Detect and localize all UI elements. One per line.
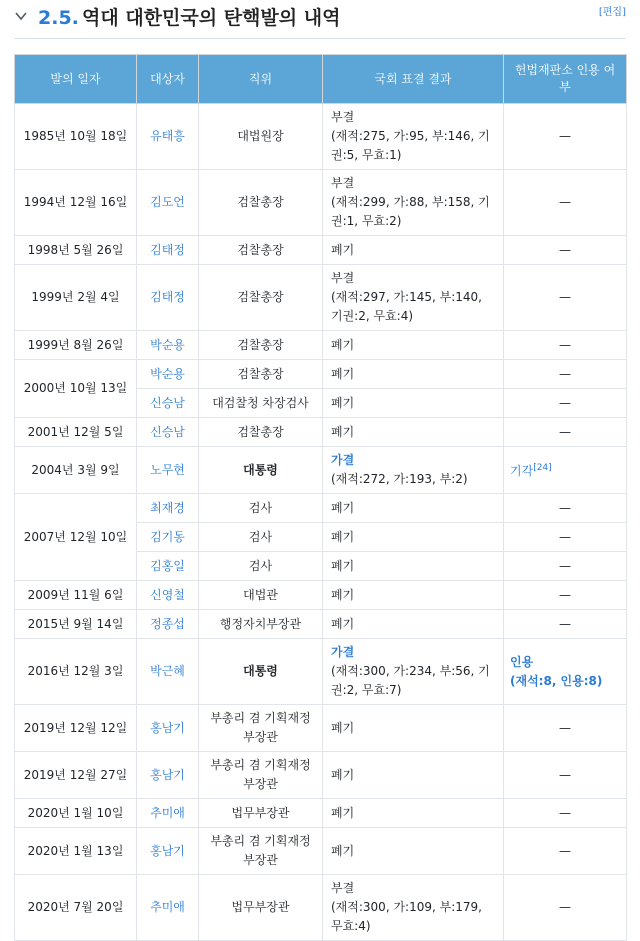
table-row xyxy=(15,104,627,170)
table-header-row xyxy=(15,55,627,104)
cell-date: 2019년 12월 27일 xyxy=(15,752,137,799)
table-row xyxy=(15,705,627,752)
header-position: 직위 xyxy=(199,55,323,104)
cell-target-link[interactable]: 추미애 xyxy=(137,875,199,941)
cell-target-link[interactable]: 최재경 xyxy=(137,494,199,523)
section-number: 2.5. xyxy=(38,7,79,29)
table-row xyxy=(15,331,627,360)
cell-date: 2009년 11월 6일 xyxy=(15,581,137,610)
table-row xyxy=(15,752,627,799)
cell-position: 검찰총장 xyxy=(199,418,323,447)
cell-target-link[interactable]: 신승남 xyxy=(137,389,199,418)
cell-date: 2016년 12월 3일 xyxy=(15,639,137,705)
result-detail: (재적:300, 가:234, 부:56, 기권:2, 무효:7) xyxy=(331,664,490,697)
result-text[interactable]: 가결 xyxy=(331,645,355,659)
cell-date: 1999년 8월 26일 xyxy=(15,331,137,360)
header-date: 발의 일자 xyxy=(15,55,137,104)
cell-result xyxy=(323,639,504,705)
section-divider xyxy=(14,38,626,39)
cell-date: 2019년 12월 12일 xyxy=(15,705,137,752)
cell-position: 대법원장 xyxy=(199,104,323,170)
table-row xyxy=(15,828,627,875)
cell-date: 1998년 5월 26일 xyxy=(15,236,137,265)
cell-position: 부총리 겸 기획재정부장관 xyxy=(199,828,323,875)
table-row xyxy=(15,610,627,639)
table-row xyxy=(15,170,627,236)
result-detail: (재적:275, 가:95, 부:146, 기권:5, 무효:1) xyxy=(331,129,490,162)
cell-result: 폐기 xyxy=(323,799,504,828)
table-row xyxy=(15,236,627,265)
header-vote-result: 국회 표결 결과 xyxy=(323,55,504,104)
cell-position: 부총리 겸 기획재정부장관 xyxy=(199,752,323,799)
cell-target-link[interactable]: 노무현 xyxy=(137,447,199,494)
cell-position: 검찰총장 xyxy=(199,331,323,360)
cell-date: 1994년 12월 16일 xyxy=(15,170,137,236)
ruling-detail: (재석:8, 인용:8) xyxy=(510,673,603,688)
section-header xyxy=(0,0,640,40)
result-text[interactable]: 가결 xyxy=(331,453,355,467)
cell-result: 폐기 xyxy=(323,389,504,418)
cell-ruling: — xyxy=(504,389,627,418)
result-text: 부결 xyxy=(331,881,355,895)
chevron-down-icon[interactable] xyxy=(14,9,30,25)
cell-result: 폐기 xyxy=(323,418,504,447)
cell-ruling: — xyxy=(504,799,627,828)
cell-target-link[interactable]: 홍남기 xyxy=(137,705,199,752)
cell-date: 2020년 1월 13일 xyxy=(15,828,137,875)
cell-position: 검찰총장 xyxy=(199,360,323,389)
cell-ruling xyxy=(504,447,627,494)
table-row xyxy=(15,799,627,828)
result-detail: (재적:299, 가:88, 부:158, 기권:1, 무효:2) xyxy=(331,195,490,228)
table-row xyxy=(15,581,627,610)
cell-target-link[interactable]: 박순용 xyxy=(137,360,199,389)
cell-result xyxy=(323,170,504,236)
table-row xyxy=(15,360,627,389)
cell-result xyxy=(323,447,504,494)
cell-date: 1999년 2월 4일 xyxy=(15,265,137,331)
cell-position: 부총리 겸 기획재정부장관 xyxy=(199,705,323,752)
cell-position: 행정자치부장관 xyxy=(199,610,323,639)
cell-position: 법무부장관 xyxy=(199,875,323,941)
table-row xyxy=(15,875,627,941)
cell-ruling: — xyxy=(504,265,627,331)
impeachment-table xyxy=(14,54,627,941)
table-row xyxy=(15,418,627,447)
cell-result: 폐기 xyxy=(323,236,504,265)
cell-result: 폐기 xyxy=(323,705,504,752)
cell-result: 폐기 xyxy=(323,581,504,610)
cell-target-link[interactable]: 홍남기 xyxy=(137,752,199,799)
cell-result: 폐기 xyxy=(323,360,504,389)
header-target: 대상자 xyxy=(137,55,199,104)
cell-target-link[interactable]: 김도언 xyxy=(137,170,199,236)
ruling-link[interactable]: 인용 xyxy=(510,654,534,669)
cell-target-link[interactable]: 박근혜 xyxy=(137,639,199,705)
cell-result: 폐기 xyxy=(323,494,504,523)
cell-ruling: — xyxy=(504,752,627,799)
result-detail: (재적:300, 가:109, 부:179, 무효:4) xyxy=(331,900,482,933)
edit-link[interactable]: [편집] xyxy=(598,7,626,18)
cell-position: 대통령 xyxy=(199,447,323,494)
cell-ruling: — xyxy=(504,523,627,552)
footnote-ref[interactable]: [24] xyxy=(533,463,552,473)
cell-result: 폐기 xyxy=(323,331,504,360)
cell-position: 검사 xyxy=(199,523,323,552)
cell-target-link[interactable]: 김홍일 xyxy=(137,552,199,581)
cell-result xyxy=(323,875,504,941)
result-detail: (재적:297, 가:145, 부:140, 기권:2, 무효:4) xyxy=(331,290,482,323)
cell-ruling: — xyxy=(504,418,627,447)
result-text: 부결 xyxy=(331,271,355,285)
cell-target-link[interactable]: 신승남 xyxy=(137,418,199,447)
cell-date: 2020년 1월 10일 xyxy=(15,799,137,828)
cell-ruling: — xyxy=(504,331,627,360)
cell-result: 폐기 xyxy=(323,610,504,639)
cell-target-link[interactable]: 김기동 xyxy=(137,523,199,552)
cell-result xyxy=(323,104,504,170)
cell-position: 대검찰청 차장검사 xyxy=(199,389,323,418)
cell-target-link[interactable]: 신영철 xyxy=(137,581,199,610)
cell-result: 폐기 xyxy=(323,828,504,875)
cell-date: 2020년 7월 20일 xyxy=(15,875,137,941)
cell-date: 1985년 10월 18일 xyxy=(15,104,137,170)
cell-date: 2015년 9월 14일 xyxy=(15,610,137,639)
result-text: 부결 xyxy=(331,176,355,190)
cell-date: 2004년 3월 9일 xyxy=(15,447,137,494)
cell-result xyxy=(323,265,504,331)
cell-position: 검찰총장 xyxy=(199,236,323,265)
table-row xyxy=(15,447,627,494)
cell-position: 검찰총장 xyxy=(199,170,323,236)
header-court-ruling: 헌법재판소 인용 여부 xyxy=(504,55,627,104)
cell-result: 폐기 xyxy=(323,752,504,799)
cell-ruling: — xyxy=(504,236,627,265)
cell-target-link[interactable]: 김태정 xyxy=(137,265,199,331)
cell-date: 2007년 12월 10일 xyxy=(15,494,137,581)
cell-result: 폐기 xyxy=(323,552,504,581)
cell-position: 검사 xyxy=(199,494,323,523)
cell-result: 폐기 xyxy=(323,523,504,552)
table-row xyxy=(15,265,627,331)
ruling-link[interactable]: 기각 xyxy=(510,464,534,478)
cell-ruling: — xyxy=(504,875,627,941)
result-detail: (재적:272, 가:193, 부:2) xyxy=(331,472,468,486)
cell-ruling: — xyxy=(504,828,627,875)
cell-position: 검찰총장 xyxy=(199,265,323,331)
cell-ruling: — xyxy=(504,360,627,389)
cell-position: 대법관 xyxy=(199,581,323,610)
cell-ruling xyxy=(504,639,627,705)
cell-ruling: — xyxy=(504,170,627,236)
table-row xyxy=(15,639,627,705)
cell-date: 2000년 10월 13일 xyxy=(15,360,137,418)
table-row xyxy=(15,494,627,523)
cell-ruling: — xyxy=(504,705,627,752)
cell-target-link[interactable]: 유태흥 xyxy=(137,104,199,170)
cell-target-link[interactable]: 추미애 xyxy=(137,799,199,828)
cell-date: 2001년 12월 5일 xyxy=(15,418,137,447)
cell-position: 검사 xyxy=(199,552,323,581)
cell-ruling: — xyxy=(504,494,627,523)
cell-target-link[interactable]: 박순용 xyxy=(137,331,199,360)
cell-position: 법무부장관 xyxy=(199,799,323,828)
cell-position: 대통령 xyxy=(199,639,323,705)
result-text: 부결 xyxy=(331,110,355,124)
section-title: 역대 대한민국의 탄핵발의 내역 xyxy=(82,7,341,29)
cell-ruling: — xyxy=(504,552,627,581)
cell-ruling: — xyxy=(504,581,627,610)
cell-target-link[interactable]: 홍남기 xyxy=(137,828,199,875)
cell-ruling: — xyxy=(504,104,627,170)
cell-target-link[interactable]: 정종섭 xyxy=(137,610,199,639)
cell-ruling: — xyxy=(504,610,627,639)
cell-target-link[interactable]: 김태정 xyxy=(137,236,199,265)
